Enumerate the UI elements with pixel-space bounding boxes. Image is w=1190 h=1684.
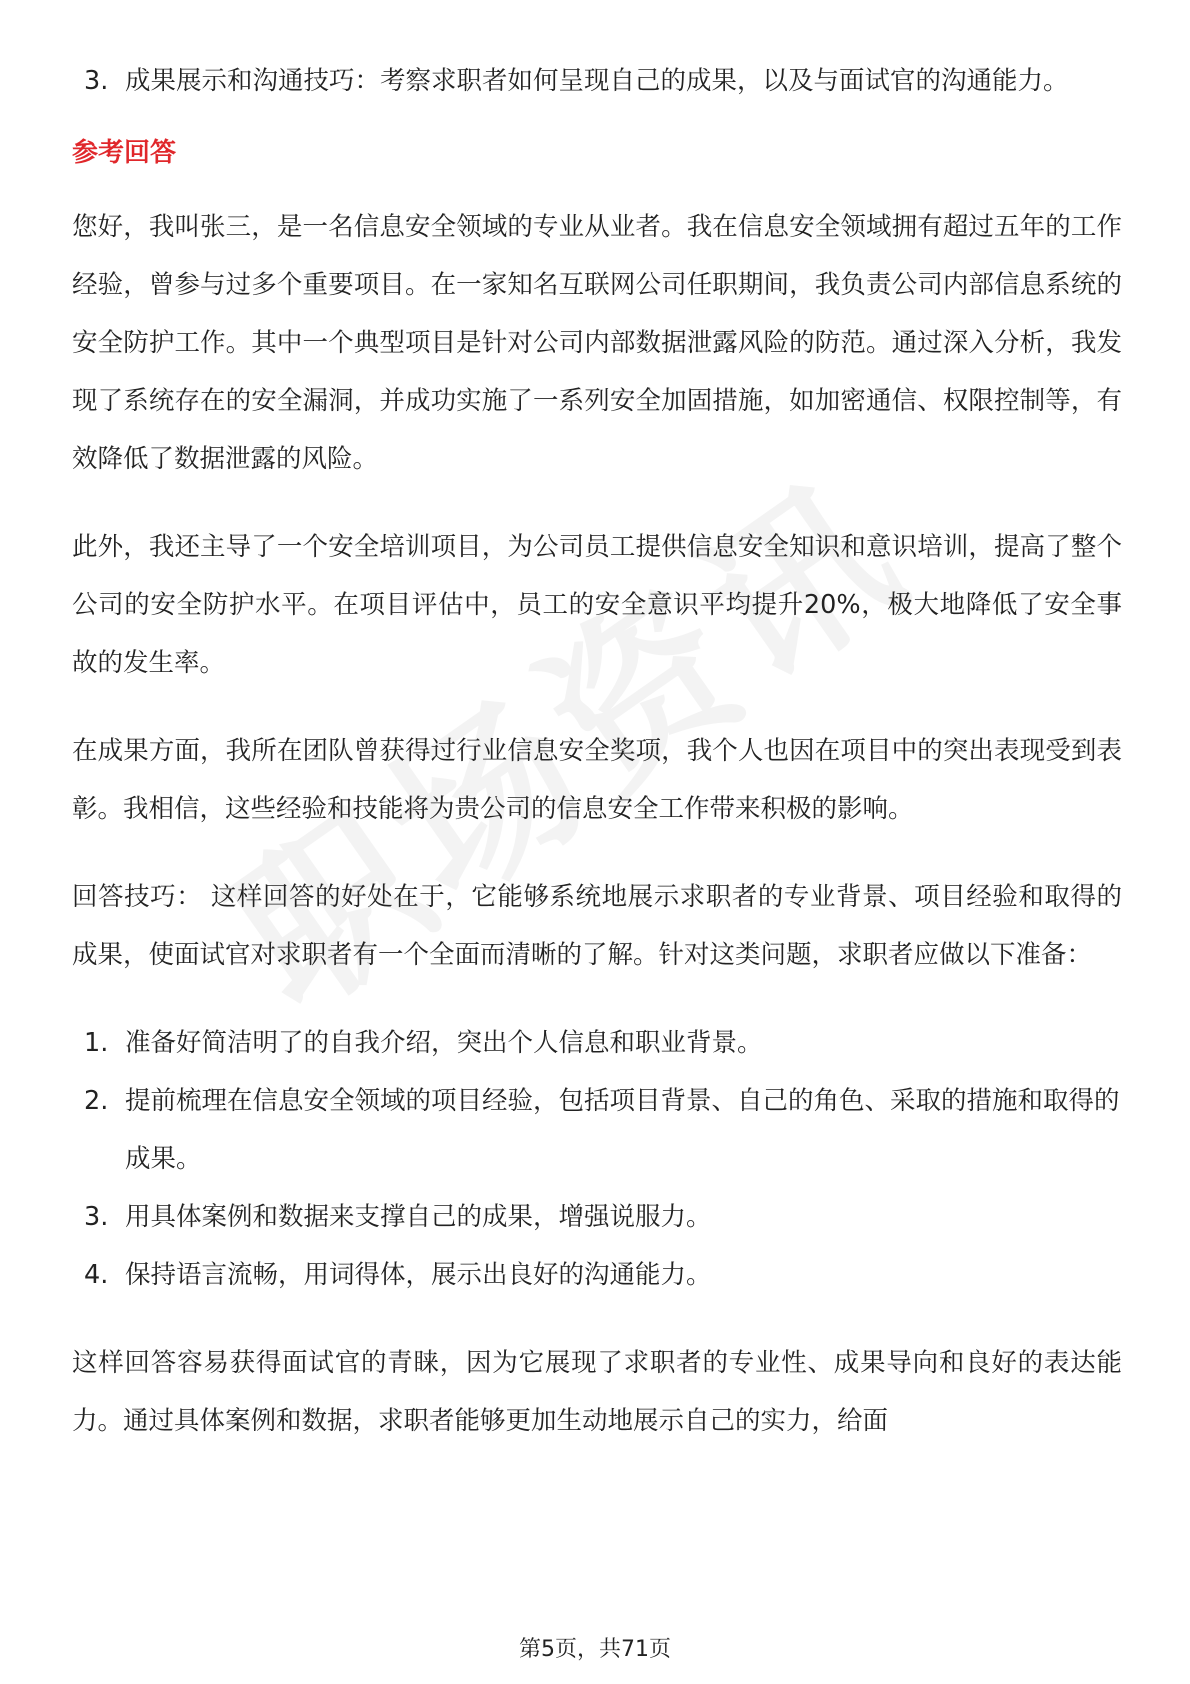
list-item [72,1246,1122,1304]
closing-paragraph: 这样回答容易获得面试官的青睐，因为它展现了求职者的专业性、成果导向和良好的表达能力。通过具体案例和数据，求职者能够更加生动地展示自己的实力，给面 [72,1348,1122,1436]
answer-paragraph-3: 在成果方面，我所在团队曾获得过行业信息安全奖项，我个人也因在项目中的突出表现受到表彰。我相信，这些经验和技能将为贵公司的信息安全工作带来积极的影响。 [72,736,1122,824]
list-text: 提前梳理在信息安全领域的项目经验，包括项目背景、自己的角色、采取的措施和取得的成果。 [125,1086,1120,1174]
list-number: 3. [84,66,109,96]
list-item [72,1188,1122,1246]
list-item [72,52,1122,110]
answer-heading: 参考回答 [72,138,177,168]
list-text: 成果展示和沟通技巧：考察求职者如何呈现自己的成果，以及与面试官的沟通能力。 [125,66,1069,96]
list-number: 1. [84,1028,109,1058]
list-text: 用具体案例和数据来支撑自己的成果，增强说服力。 [125,1202,712,1232]
list-text: 准备好简洁明了的自我介绍，突出个人信息和职业背景。 [125,1028,763,1058]
list-number: 2. [84,1086,109,1116]
answer-paragraph-2: 此外，我还主导了一个安全培训项目，为公司员工提供信息安全知识和意识培训，提高了整个公司的安全防护水平。在项目评估中，员工的安全意识平均提升20%，极大地降低了安全事故的发生率。 [72,532,1122,678]
list-item [72,1072,1122,1188]
list-number: 4. [84,1260,109,1290]
list-item [72,1014,1122,1072]
answer-paragraph-1: 您好，我叫张三，是一名信息安全领域的专业从业者。我在信息安全领域拥有超过五年的工作经验，曾参与过多个重要项目。在一家知名互联网公司任职期间，我负责公司内部信息系统的安全防护工作。其中一个典型项目是针对公司内部数据泄露风险的防范。通过深入分析，我发现了系统存在的安全漏洞，并成功实施了一系列安全加固措施，如加密通信、权限控制等，有效降低了数据泄露的风险。 [72,212,1122,474]
tips-list [72,1014,1122,1304]
list-text: 保持语言流畅，用词得体，展示出良好的沟通能力。 [125,1260,712,1290]
document-body [72,52,1122,1450]
page-footer: 第5页，共71页 [519,1637,671,1662]
list-number: 3. [84,1202,109,1232]
answer-tips-paragraph: 回答技巧： 这样回答的好处在于，它能够系统地展示求职者的专业背景、项目经验和取得的成果，使面试官对求职者有一个全面而清晰的了解。针对这类问题，求职者应做以下准备： [72,882,1122,970]
intro-list [72,52,1122,110]
